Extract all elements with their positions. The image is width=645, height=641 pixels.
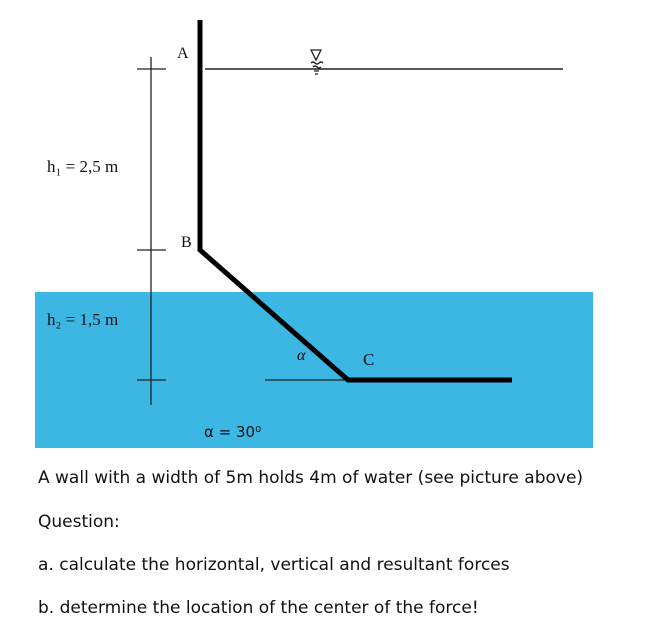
question-heading: Question:	[38, 512, 120, 532]
water-level-triangle-icon	[311, 50, 323, 74]
h1-label: h₁ = 2,5 m	[47, 157, 119, 176]
angle-value-label: α = 30⁰	[204, 423, 262, 441]
question-b: b. determine the location of the center of the force!	[38, 598, 479, 618]
point-a-label: A	[177, 45, 189, 62]
problem-description: A wall with a width of 5m holds 4m of water (see picture above)	[38, 468, 584, 488]
point-b-label: B	[181, 234, 192, 251]
h2-label: h₂ = 1,5 m	[47, 310, 119, 329]
question-a: a. calculate the horizontal, vertical and resultant forces	[38, 555, 510, 575]
point-c-label: C	[363, 350, 375, 369]
water-region	[35, 292, 593, 448]
angle-symbol-label: α	[297, 347, 306, 364]
